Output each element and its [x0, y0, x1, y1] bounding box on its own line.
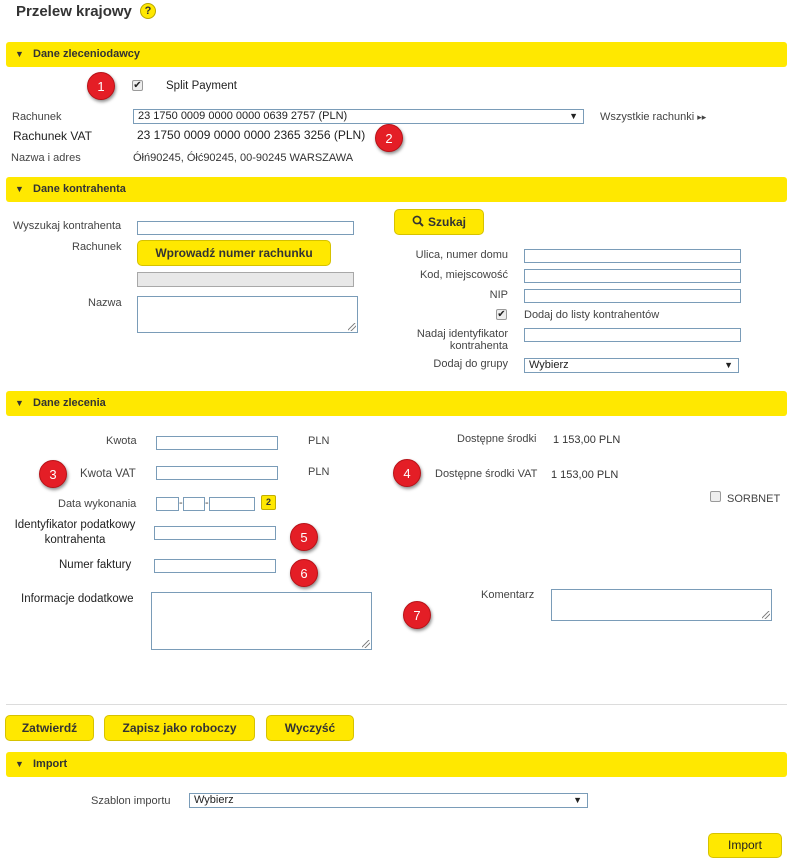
- dostepne-srodki-vat-label: Dostępne środki VAT: [435, 468, 538, 480]
- resize-grip-icon[interactable]: [762, 611, 770, 619]
- rachunek-kontrahenta-input[interactable]: [137, 272, 354, 287]
- date-separator: -: [179, 497, 183, 509]
- split-payment-checkbox[interactable]: [132, 80, 143, 91]
- section-header-zleceniodawca[interactable]: [6, 42, 787, 67]
- nip-label: NIP: [489, 289, 508, 301]
- section-header-zlecenie[interactable]: [6, 391, 787, 416]
- rachunek-select-value: 23 1750 0009 0000 0000 0639 2757 (PLN): [138, 110, 348, 122]
- chevron-down-icon: ▼: [15, 398, 24, 408]
- dostepne-srodki-vat-value: 1 153,00 PLN: [551, 469, 619, 481]
- ulica-label: Ulica, numer domu: [415, 249, 508, 261]
- dodaj-do-listy-checkbox[interactable]: [496, 309, 507, 320]
- page-title: Przelew krajowy: [16, 3, 132, 20]
- chevron-down-icon: ▼: [15, 759, 24, 769]
- dropdown-arrow-icon: ▼: [569, 111, 578, 121]
- wyszukaj-kontrahenta-label: Wyszukaj kontrahenta: [13, 220, 122, 232]
- annotation-badge-7: 7: [403, 601, 431, 629]
- section-title: Dane kontrahenta: [33, 183, 126, 195]
- annotation-badge-1: 1: [87, 72, 115, 100]
- split-payment-label: Split Payment: [166, 80, 237, 92]
- checkmark-icon: ✔: [133, 80, 142, 91]
- rachunek-vat-label: Rachunek VAT: [13, 129, 92, 143]
- help-icon[interactable]: ?: [140, 3, 156, 19]
- section-header-import[interactable]: [6, 752, 787, 777]
- annotation-badge-4: 4: [393, 459, 421, 487]
- identyfikator-kontrahenta-label: Nadaj identyfikator kontrahenta: [416, 328, 508, 352]
- double-arrow-right-icon: ▸▸: [697, 112, 707, 122]
- rachunek-label: Rachunek: [12, 111, 62, 123]
- dodaj-do-grupy-select[interactable]: Wybierz ▼: [524, 358, 739, 373]
- search-icon: [412, 215, 424, 227]
- dodaj-do-grupy-label: Dodaj do grupy: [433, 358, 508, 370]
- numer-faktury-input[interactable]: [154, 559, 276, 573]
- data-wykonania-label: Data wykonania: [58, 498, 137, 510]
- szablon-importu-label: Szablon importu: [91, 795, 171, 807]
- nazwa-kontrahenta-textarea[interactable]: [137, 296, 358, 333]
- zatwierdz-button[interactable]: Zatwierdź: [5, 715, 94, 741]
- informacje-dodatkowe-textarea[interactable]: [151, 592, 372, 650]
- rachunek-select[interactable]: [133, 109, 584, 124]
- kwota-input[interactable]: [156, 436, 278, 450]
- resize-grip-icon[interactable]: [348, 323, 356, 331]
- wyszukaj-kontrahenta-input[interactable]: [137, 221, 354, 235]
- nazwa-kontrahenta-label: Nazwa: [88, 297, 122, 309]
- informacje-dodatkowe-label: Informacje dodatkowe: [21, 593, 134, 605]
- kwota-vat-label: Kwota VAT: [80, 468, 136, 480]
- identyfikator-podatkowy-label: Identyfikator podatkowy kontrahenta: [14, 519, 136, 546]
- komentarz-label: Komentarz: [481, 589, 535, 601]
- dostepne-srodki-label: Dostępne środki: [457, 433, 537, 445]
- chevron-down-icon: ▼: [15, 184, 24, 194]
- wszystkie-rachunki-link[interactable]: Wszystkie rachunki ▸▸: [600, 111, 707, 123]
- wyczysc-button[interactable]: Wyczyść: [266, 715, 354, 741]
- checkmark-icon: ✔: [497, 309, 506, 320]
- numer-faktury-label: Numer faktury: [59, 559, 132, 571]
- dropdown-arrow-icon: ▼: [573, 795, 582, 805]
- wprowadz-numer-button[interactable]: Wprowadź numer rachunku: [137, 240, 331, 266]
- ulica-input[interactable]: [524, 249, 741, 263]
- rachunek-kontrahenta-label: Rachunek: [72, 241, 122, 253]
- divider: [6, 704, 787, 705]
- kod-miejscowosc-label: Kod, miejscowość: [419, 269, 508, 281]
- nazwa-adres-label: Nazwa i adres: [11, 152, 81, 164]
- section-title: Dane zlecenia: [33, 397, 106, 409]
- resize-grip-icon[interactable]: [362, 640, 370, 648]
- section-title: Import: [33, 758, 68, 770]
- annotation-badge-6: 6: [290, 559, 318, 587]
- date-separator: -: [205, 497, 209, 509]
- date-day-input[interactable]: [156, 497, 179, 511]
- kwota-vat-currency: PLN: [308, 466, 330, 478]
- annotation-badge-2: 2: [375, 124, 403, 152]
- date-year-input[interactable]: [209, 497, 255, 511]
- nazwa-adres-value: Ółń90245, Ółć90245, 00-90245 WARSZAWA: [133, 152, 354, 164]
- import-button[interactable]: Import: [708, 833, 782, 858]
- dodaj-do-listy-label: Dodaj do listy kontrahentów: [524, 309, 660, 321]
- identyfikator-podatkowy-input[interactable]: [154, 526, 276, 540]
- annotation-badge-5: 5: [290, 523, 318, 551]
- calendar-icon[interactable]: 2: [261, 495, 276, 510]
- section-header-kontrahent[interactable]: [6, 177, 787, 202]
- szablon-importu-select[interactable]: Wybierz ▼: [189, 793, 588, 808]
- date-month-input[interactable]: [183, 497, 205, 511]
- sorbnet-label: SORBNET: [727, 493, 781, 505]
- section-title: Dane zleceniodawcy: [33, 48, 140, 60]
- sorbnet-checkbox[interactable]: [710, 491, 721, 502]
- identyfikator-kontrahenta-input[interactable]: [524, 328, 741, 342]
- nip-input[interactable]: [524, 289, 741, 303]
- annotation-badge-3: 3: [39, 460, 67, 488]
- komentarz-textarea[interactable]: [551, 589, 772, 621]
- kwota-currency: PLN: [308, 435, 330, 447]
- szukaj-button[interactable]: Szukaj: [394, 209, 484, 235]
- dostepne-srodki-value: 1 153,00 PLN: [553, 434, 621, 446]
- zapisz-jako-roboczy-button[interactable]: Zapisz jako roboczy: [104, 715, 255, 741]
- kwota-label: Kwota: [106, 435, 137, 447]
- kod-miejscowosc-input[interactable]: [524, 269, 741, 283]
- kwota-vat-input[interactable]: [156, 466, 278, 480]
- dropdown-arrow-icon: ▼: [724, 360, 733, 370]
- rachunek-vat-value: 23 1750 0009 0000 0000 2365 3256 (PLN): [137, 128, 366, 142]
- chevron-down-icon: ▼: [15, 49, 24, 59]
